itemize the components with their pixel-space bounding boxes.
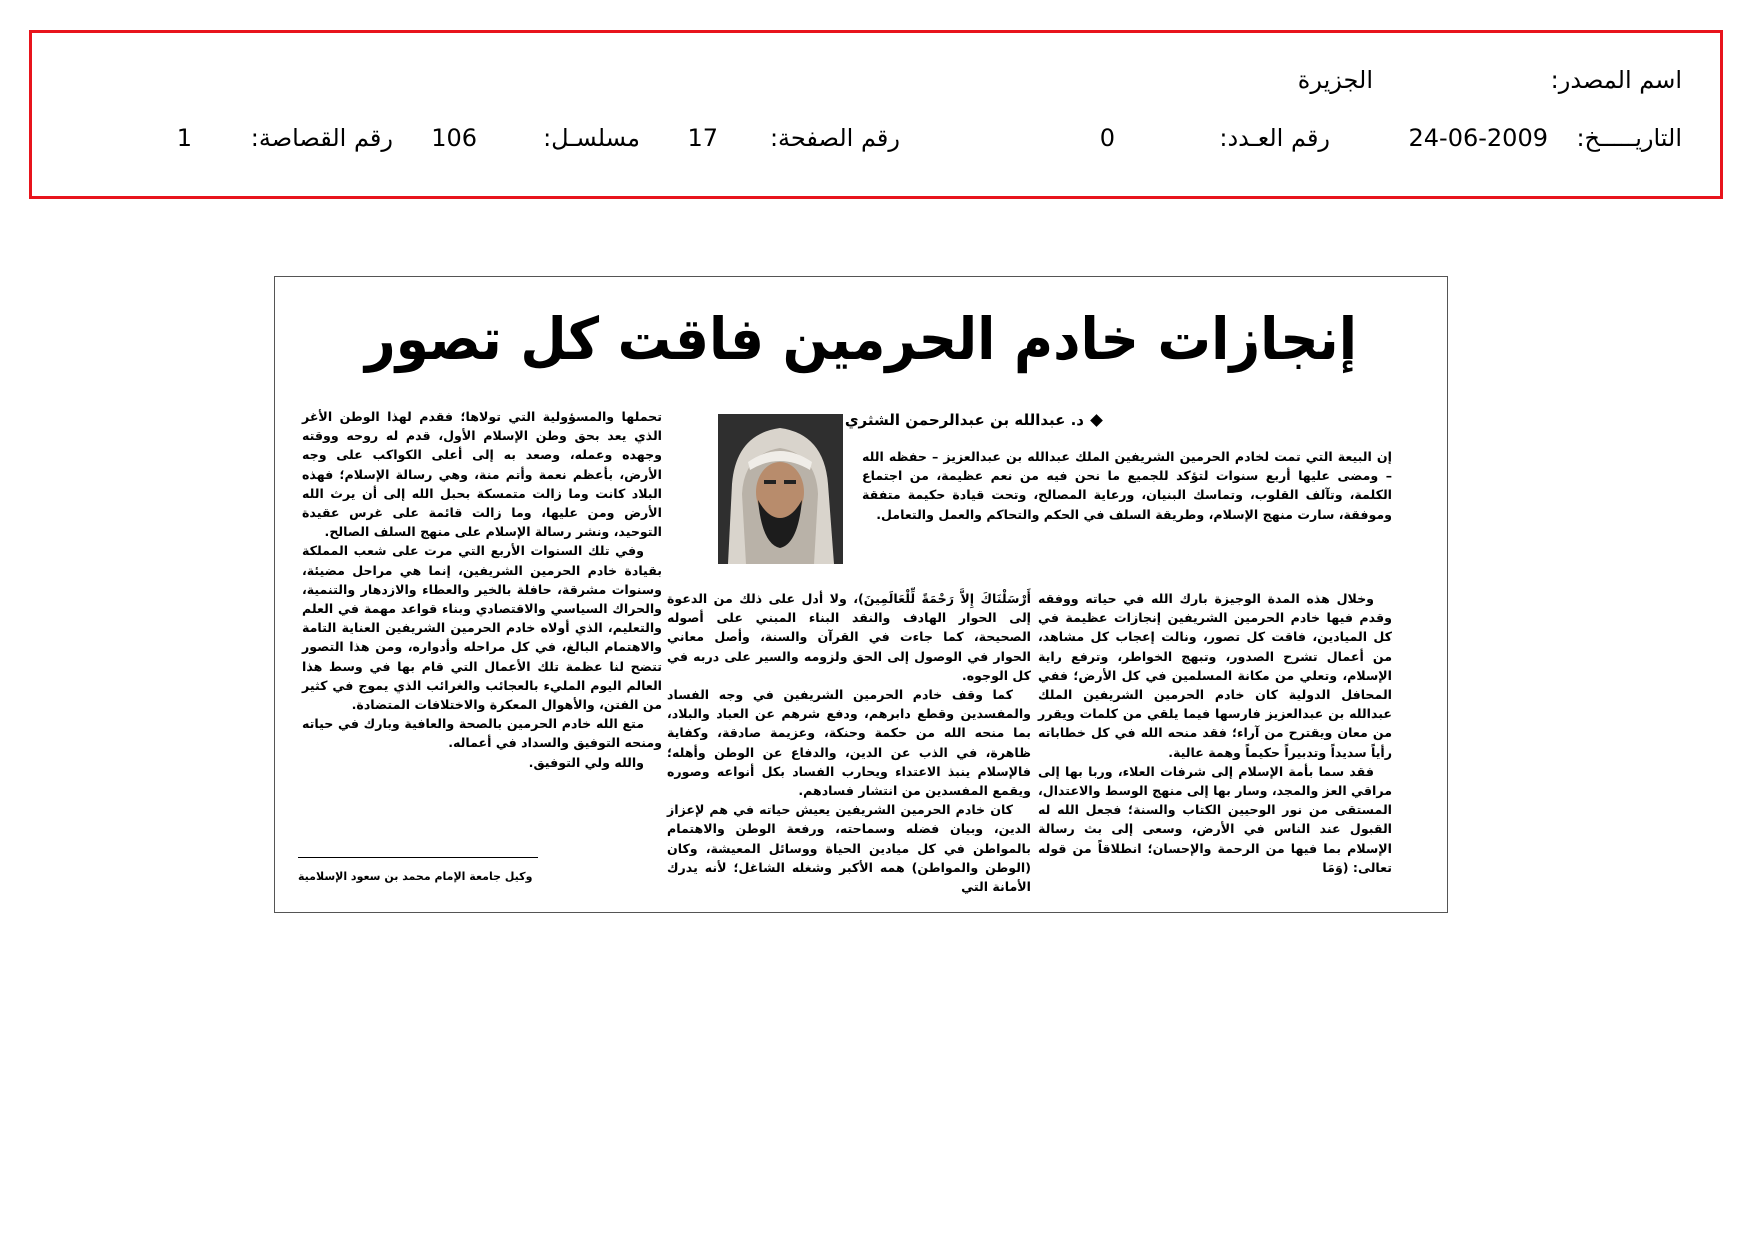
author-name: د. عبدالله بن عبدالرحمن الشثري bbox=[844, 411, 1084, 429]
serial-value: 106 bbox=[431, 124, 477, 152]
serial-label: مسلسـل: bbox=[543, 124, 640, 152]
article-intro bbox=[862, 447, 1392, 524]
intro-paragraph: إن البيعة التي تمت لخادم الحرمين الشريفين الملك عبدالله بن عبدالعزيز – حفظه الله – ومضى عليها أربع سنوات لتؤكد للجميع ما نحن فيه من نعم عظيمة، من اجتماع الكلمة، وتآلف القلوب، وتماسك البنيان، ورعاية المصالح، وتحت قيادة حكيمة متفقة وموفقة، سارت منهج الإسلام، وطريقة السلف في الحكم والتحاكم والعمل والتعامل. bbox=[862, 449, 1392, 522]
date-label: التاريـــــخ: bbox=[1576, 124, 1682, 152]
clip-number-label: رقم القصاصة: bbox=[250, 124, 393, 152]
column-2-paragraph: أَرْسَلْنَاكَ إِلاَّ رَحْمَةً لِّلْعَالَمِينَ)، ولا أدل على ذلك من الدعوة إلى الحوار الهادف والنقد البناء المبني على أصوله الصحيحة، كما جاءت في القرآن والسنة، وأصل معاني الحوار في الوصول إلى الحق ولزومه والسير على دربه في كل الوجوه. bbox=[667, 591, 1031, 683]
issue-value: 0 bbox=[1099, 124, 1115, 152]
author-portrait-image bbox=[718, 414, 843, 564]
page-value: 17 bbox=[687, 124, 718, 152]
clip-number-value: 1 bbox=[176, 124, 192, 152]
signature-divider bbox=[298, 857, 538, 858]
metadata-row-details bbox=[32, 121, 1720, 155]
metadata-row-source bbox=[32, 63, 1720, 97]
column-3-paragraph: تحملها والمسؤولية التي تولاها؛ فقدم لهذا الوطن الأغر الذي يعد بحق وطن الإسلام الأول، قدم له روحه ووقته وجهده وعمله، وصعد به إلى أعلى الكواكب على وجه الأرض، بأعظم نعمة وأتم منة، وهي رسالة الإسلام؛ فهذه البلاد كانت وما زالت متمسكة بحبل الله إلى أن يرث الله الأرض ومن عليها، وما زالت قائمة على غرس عقيدة التوحيد، ونشر رسالة الإسلام على منهج السلف الصالح. bbox=[302, 409, 662, 540]
source-label: اسم المصدر: bbox=[1550, 66, 1682, 94]
column-3-paragraph: متع الله خادم الحرمين بالصحة والعافية وبارك في حياته ومنحه التوفيق والسداد في أعماله. bbox=[302, 716, 662, 751]
newspaper-clipping bbox=[274, 276, 1448, 913]
article-column-2 bbox=[667, 589, 1031, 896]
issue-label: رقم العـدد: bbox=[1219, 124, 1330, 152]
column-2-paragraph: كان خادم الحرمين الشريفين يعيش حياته في هم لإعزاز الدين، وبيان فضله وسماحته، ورفعة الوطن والاهتمام بالمواطن في كل ميادين الحياة ووسائل المعيشة، وكان (الوطن والمواطن) همه الأكبر وشغله الشاغل؛ لأنه يدرك الأمانة التي bbox=[667, 802, 1031, 895]
column-1-paragraph: فقد سما بأمة الإسلام إلى شرفات العلاء، وربا بها إلى مراقي العز والمجد، وسار بها إلى منهج الوسط والاعتدال، المستقى من نور الوحيين الكتاب والسنة؛ فجعل الله له القبول عند الناس في الأرض، وسعى إلى بث رسالة الإسلام بما فيها من الرحمة والإحسان؛ انطلاقاً من قوله تعالى: (وَمَا bbox=[1038, 763, 1392, 875]
clipping-metadata-box bbox=[29, 30, 1723, 199]
column-2-paragraph: كما وقف خادم الحرمين الشريفين في وجه الفساد والمفسدين وقطع دابرهم، ودفع شرهم عن العباد والبلاد، بما منحه الله من حكمة وحنكة، وعزيمة صادقة، وكفاية ظاهرة، في الذب عن الدين، والدفاع عن الوطن وأهله؛ فالإسلام ينبذ الاعتداء ويحارب الفساد بكل أنواعه وصوره ويقمع المفسدين من انتشار فسادهم. bbox=[667, 687, 1031, 799]
article-column-1 bbox=[1038, 589, 1392, 877]
date-value: 24-06-2009 bbox=[1408, 124, 1548, 152]
bullet-icon bbox=[1090, 414, 1103, 427]
article-column-3 bbox=[302, 407, 662, 772]
column-3-paragraph: والله ولي التوفيق. bbox=[528, 754, 644, 770]
source-value: الجزيرة bbox=[1297, 66, 1373, 94]
article-headline: إنجازات خادم الحرمين فاقت كل تصور bbox=[365, 305, 1357, 373]
author-affiliation: وكيل جامعة الإمام محمد بن سعود الإسلامية bbox=[298, 870, 533, 883]
article-author bbox=[845, 411, 1101, 429]
author-photo bbox=[718, 414, 843, 564]
column-3-paragraph: وفي تلك السنوات الأربع التي مرت على شعب المملكة بقيادة خادم الحرمين الشريفين، إنما هي مراحل مضيئة، وسنوات مشرقة، حافلة بالخير والعطاء والازدهار والتنمية، والحراك السياسي والاقتصادي وبناء قواعد مهمة في العلم والتعليم، الذي أولاه خادم الحرمين الشريفين العناية التامة والاهتمام البالغ، في كل مراحله وأدواره، ومن هذا التصور تتضح لنا عظمة تلك الأعمال التي قام بها في وسط هذا العالم اليوم المليء بالعجائب والغرائب الذي يموج في كثير من الفتن، والأهوال المعكرة والاختلافات المتضادة. bbox=[302, 543, 662, 713]
page-label: رقم الصفحة: bbox=[769, 124, 900, 152]
column-1-paragraph: وخلال هذه المدة الوجيزة بارك الله في حياته ووفقه وقدم فيها خادم الحرمين الشريفين إنجازات عظيمة في كل الميادين، فاقت كل تصور، ونالت إعجاب كل مشاهد، من أعمال تشرح الصدور، وتبهج الخواطر، وترفع راية الإسلام، وتعلي من مكانة المسلمين في كل الأرض؛ ففي المحافل الدولية كان خادم الحرمين الشريفين الملك عبدالله بن عبدالعزيز فارسها فيما يلقي من كلمات ويقرر من معان ويقترح من آراء؛ فقد منحه الله في كل خطاباته رأياً سديداً وتدبيراً حكيماً وهمة عالية. bbox=[1038, 591, 1392, 760]
